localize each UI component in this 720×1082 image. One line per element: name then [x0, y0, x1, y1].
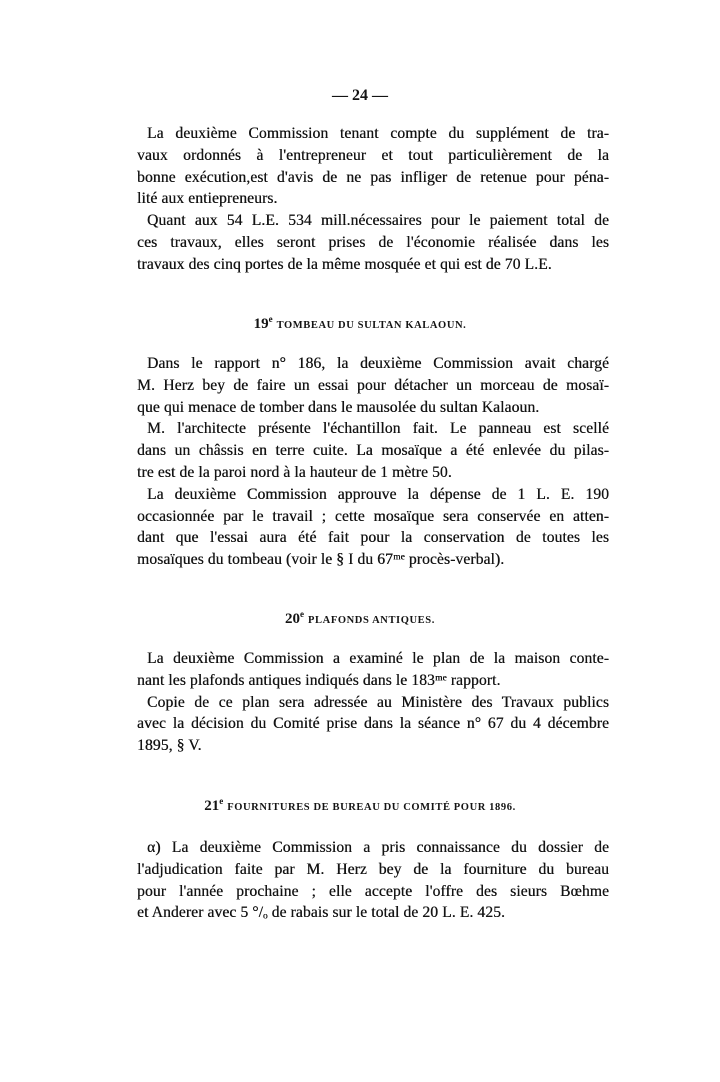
- heading-number: 19: [253, 316, 269, 332]
- text-line: Dans le rapport n° 186, la deuxième Commission avait chargé: [147, 355, 609, 372]
- text-line: La deuxième Commission a examiné le plan de la maison conte-: [147, 650, 609, 667]
- text-line: l'adjudication faite par M. Herz bey de la fourniture du bureau: [137, 860, 609, 878]
- text-line: La deuxième Commission tenant compte du supplément de tra-: [147, 125, 609, 142]
- text-line: α) La deuxième Commission a pris connaissance du dossier de: [147, 839, 609, 856]
- text-line: occasionnée par le travail ; cette mosaïque sera conservée en atten-: [137, 507, 609, 525]
- heading-title: TOMBEAU DU SULTAN KALAOUN.: [276, 320, 467, 331]
- heading-title: FOURNITURES DE BUREAU DU COMITÉ POUR 1896.: [227, 802, 516, 813]
- paragraph: [137, 648, 609, 692]
- heading-ordinal: e: [219, 796, 224, 806]
- text-line: Quant aux 54 L.E. 534 mill.nécessaires pour le paiement total de: [147, 212, 609, 230]
- heading-number: 20: [285, 611, 301, 627]
- text-line: pour l'année prochaine ; elle accepte l'offre des sieurs Bœhme: [137, 882, 609, 900]
- section-heading: [0, 796, 720, 815]
- text-line: dans un châssis en terre cuite. La mosaïque a été enlevée du pilas-: [137, 442, 609, 460]
- text-line: La deuxième Commission approuve la dépense de 1 L. E. 190: [147, 485, 609, 503]
- section-body: [137, 837, 609, 924]
- paragraph: [137, 353, 609, 418]
- text-line: et Anderer avec 5 °/ₒ de rabais sur le total de 20 L. E. 425.: [137, 904, 505, 922]
- text-line: mosaïques du tombeau (voir le § I du 67ᵐᵉ procès-verbal).: [137, 551, 505, 569]
- section-heading: [0, 314, 720, 333]
- text-line: lité aux entiepreneurs.: [137, 190, 278, 208]
- section-heading: [0, 609, 720, 628]
- heading-ordinal: e: [268, 314, 273, 324]
- heading-number: 21: [204, 798, 220, 814]
- page-number: — 24 —: [332, 87, 388, 104]
- text-line: avec la décision du Comité prise dans la séance n° 67 du 4 décembre: [137, 715, 609, 733]
- text-line: M. l'architecte présente l'échantillon fait. Le panneau est scellé: [147, 420, 609, 438]
- section-body: [137, 123, 609, 276]
- section-body: [137, 353, 609, 571]
- text-line: 1895, § V.: [137, 737, 202, 755]
- text-line: vaux ordonnés à l'entrepreneur et tout particulièrement de la: [137, 146, 609, 164]
- paragraph: [137, 484, 609, 571]
- text-line: M. Herz bey de faire un essai pour détacher un morceau de mosaï-: [137, 376, 609, 394]
- paragraph: [137, 418, 609, 483]
- paragraph: [137, 210, 609, 275]
- paragraph: [137, 123, 609, 210]
- text-line: dant que l'essai aura été fait pour la conservation de toutes les: [137, 529, 609, 547]
- heading-ordinal: e: [300, 609, 305, 619]
- paragraph: [137, 692, 609, 757]
- text-line: travaux des cinq portes de la même mosquée et qui est de 70 L.E.: [137, 255, 552, 273]
- text-line: Copie de ce plan sera adressée au Ministère des Travaux publics: [147, 693, 609, 711]
- text-line: ces travaux, elles seront prises de l'économie réalisée dans les: [137, 233, 609, 251]
- text-line: tre est de la paroi nord à la hauteur de 1 mètre 50.: [137, 463, 452, 481]
- heading-title: PLAFONDS ANTIQUES.: [308, 615, 435, 626]
- text-line: que qui menace de tomber dans le mausolée du sultan Kalaoun.: [137, 398, 540, 416]
- text-line: bonne exécution,est d'avis de ne pas infliger de retenue pour péna-: [137, 168, 609, 186]
- text-line: nant les plafonds antiques indiqués dans le 183ᵐᵉ rapport.: [137, 671, 501, 689]
- paragraph: [137, 837, 609, 924]
- section-body: [137, 648, 609, 757]
